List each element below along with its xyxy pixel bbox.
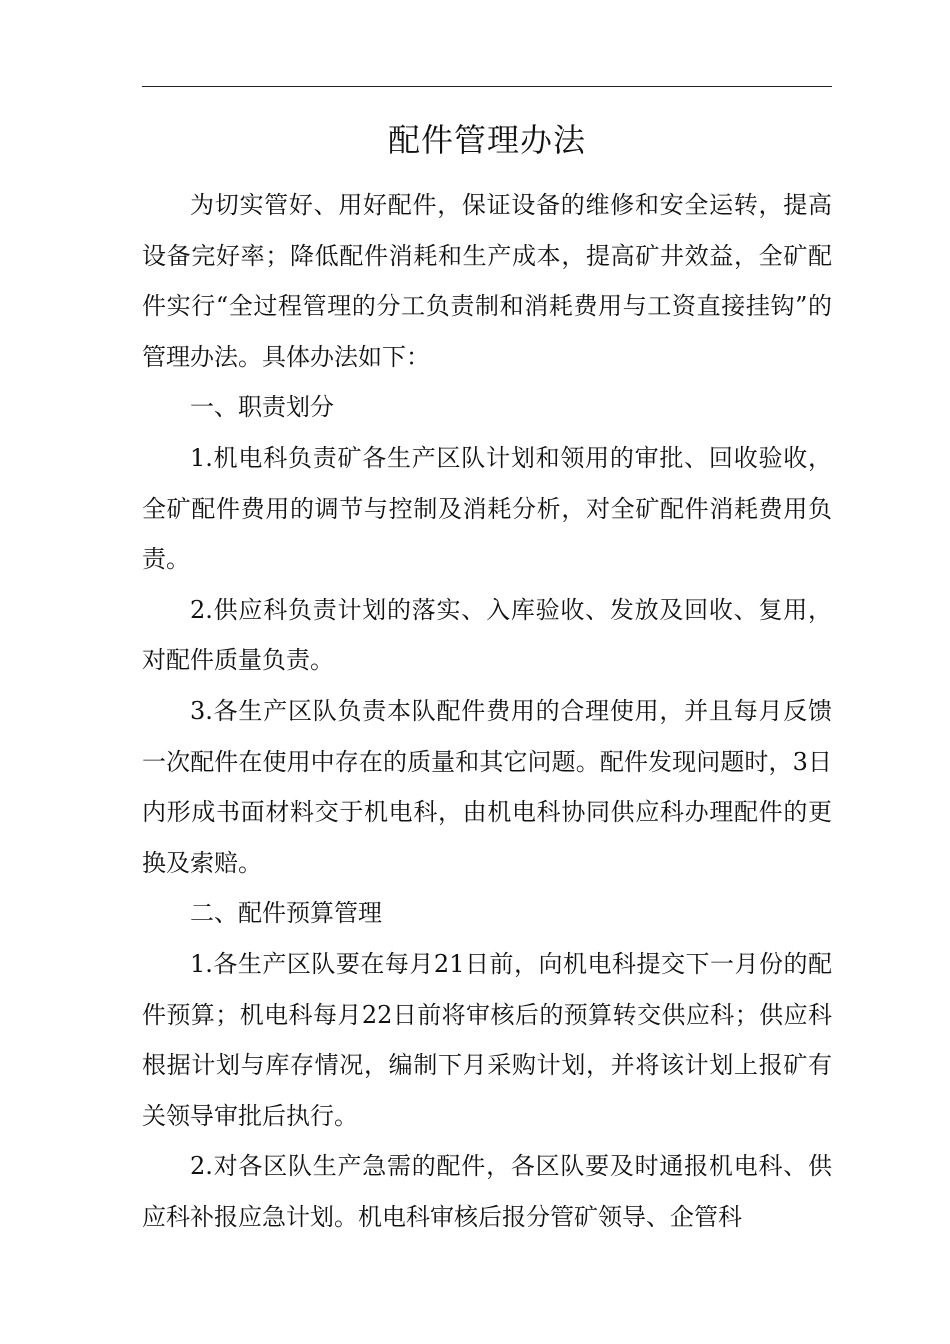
- header-rule: [142, 86, 832, 87]
- document-title: 配件管理办法: [387, 121, 586, 159]
- section-heading-responsibilities: 一、职责划分: [190, 393, 334, 422]
- intro-paragraph: 为切实管好、用好配件，保证设备的维修和安全运转，提高设备完好率；降低配件消耗和生产成本，提高矿井效益，全矿配件实行“全过程管理的分工负责制和消耗费用与工资直接挂钩”的管理办法。具体办法如下：: [142, 191, 832, 371]
- budget-item-2: 2.对各区队生产急需的配件，各区队要及时通报机电科、供应科补报应急计划。机电科审核后报分管矿领导、企管科: [142, 1152, 832, 1231]
- section-heading-budget: 二、配件预算管理: [190, 899, 382, 928]
- responsibility-item-1: 1.机电科负责矿各生产区队计划和领用的审批、回收验收，全矿配件费用的调节与控制及消耗分析，对全矿配件消耗费用负责。: [142, 443, 832, 574]
- responsibility-item-3: 3.各生产区队负责本队配件费用的合理使用，并且每月反馈一次配件在使用中存在的质量和其它问题。配件发现问题时，3日内形成书面材料交于机电科，由机电科协同供应科办理配件的更换及索赔。: [142, 696, 832, 877]
- responsibility-item-2: 2.供应科负责计划的落实、入库验收、发放及回收、复用，对配件质量负责。: [142, 595, 832, 675]
- budget-item-1: 1.各生产区队要在每月21日前，向机电科提交下一月份的配件预算；机电科每月22日前将审核后的预算转交供应科；供应科根据计划与库存情况，编制下月采购计划，并将该计划上报矿有关领导审批后执行。: [142, 949, 832, 1130]
- document-body: [142, 180, 832, 1242]
